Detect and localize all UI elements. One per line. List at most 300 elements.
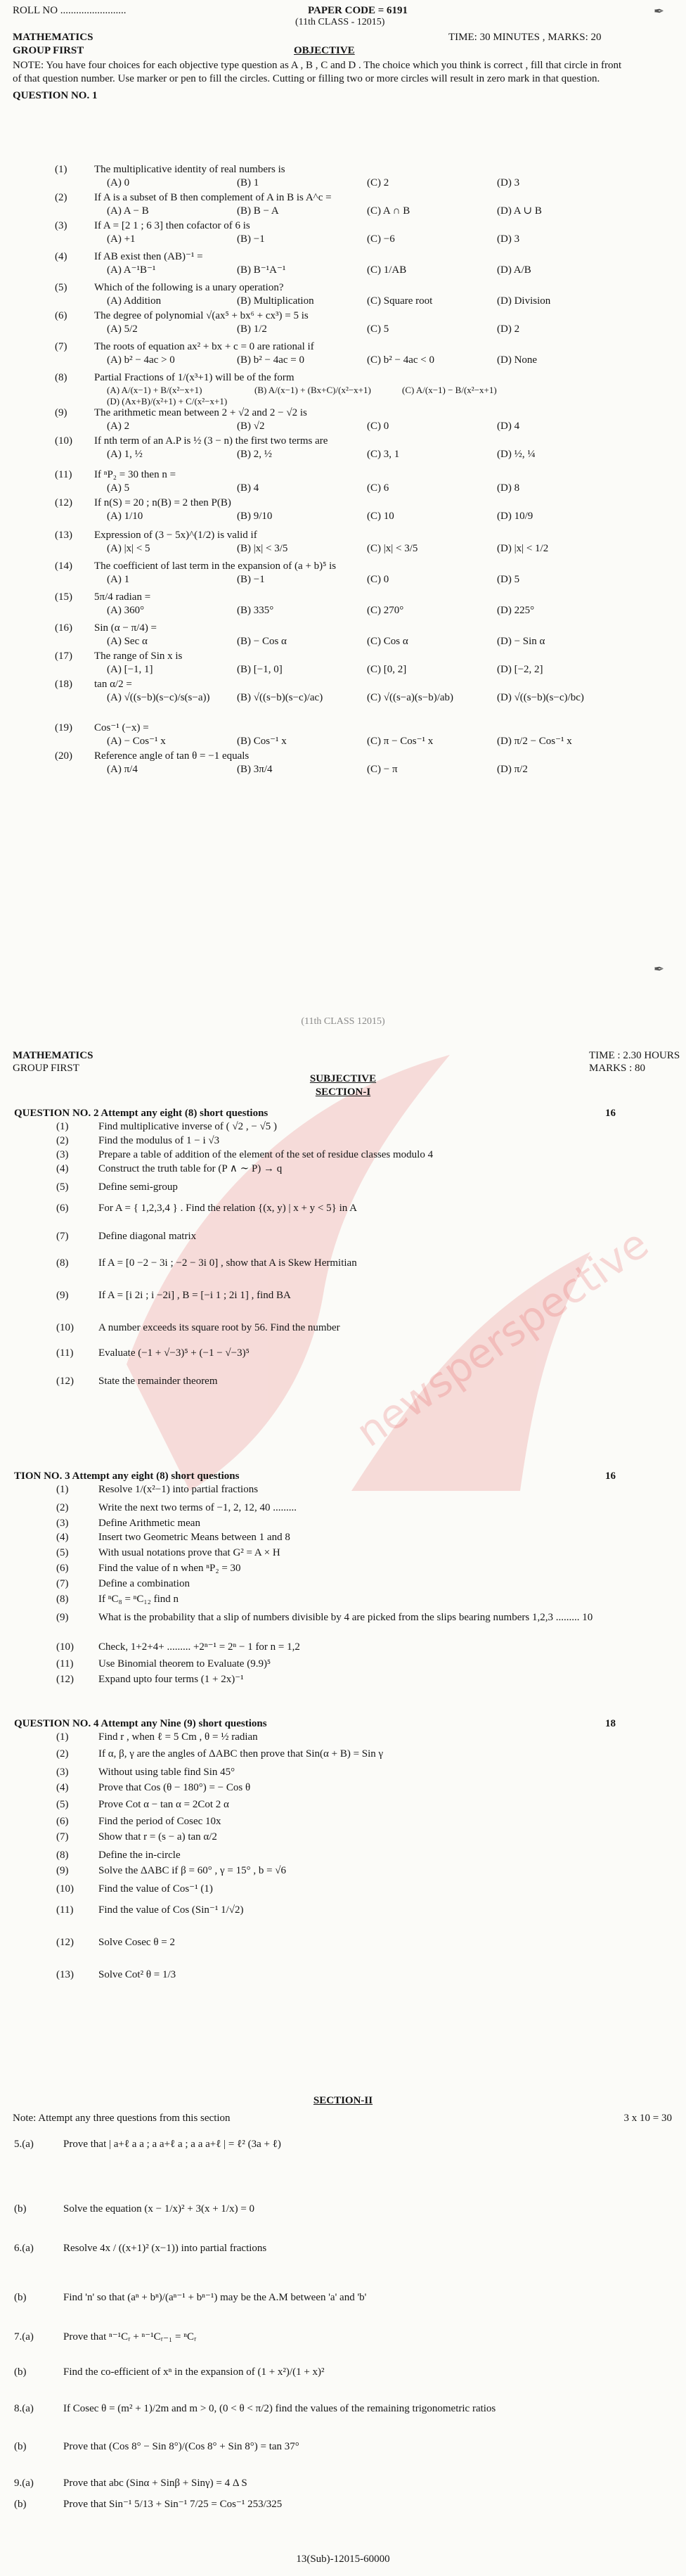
section-2-block — [0, 2094, 686, 2533]
long-question-number: (b) — [14, 2203, 27, 2215]
mcq-item — [0, 529, 686, 560]
objective-note: NOTE: You have four choices for each objective type question as A , B , C and D . The choice which you think is correct , fill that circle in front of that question number. Use marker or pen to fill the circles. Cutting or filling two or more circles will result in zero mark in that question. — [13, 59, 622, 84]
mcq-option: (C) 270° — [367, 604, 404, 616]
short-question-text: Find multiplicative inverse of ( √2 , − √5 ) — [98, 1120, 278, 1132]
mcq-question: 5π/4 radian = — [94, 591, 151, 603]
short-question-number: (8) — [56, 1257, 69, 1269]
long-question — [0, 2242, 686, 2291]
mcq-question: Expression of (3 − 5x)^(1/2) is valid if — [94, 530, 257, 541]
long-question-number: 7.(a) — [14, 2331, 34, 2343]
short-question — [0, 1781, 686, 1798]
mcq-option: (C) b² − 4ac < 0 — [367, 354, 434, 366]
mcq-item — [0, 722, 686, 750]
question-3-heading: TION NO. 3 Attempt any eight (8) short questions — [14, 1470, 240, 1482]
ink-mark: ✒ — [654, 4, 665, 19]
mcq-option: (B) −1 — [237, 573, 265, 585]
long-question-number: (b) — [14, 2291, 27, 2303]
short-question-text: Solve Cot² θ = 1/3 — [98, 1968, 176, 1980]
mcq-option: (B) B⁻¹A⁻¹ — [237, 264, 286, 276]
mcq-option: (D) None — [497, 354, 538, 366]
short-question — [0, 1321, 686, 1347]
short-question-text: Resolve 1/(x²−1) into partial fractions — [98, 1483, 259, 1495]
mcq-question: The arithmetic mean between 2 + √2 and 2 − √2 is — [94, 407, 307, 418]
short-question — [0, 1593, 686, 1611]
long-question-text: Prove that ⁿ⁻¹Cᵣ + ⁿ⁻¹Cᵣ₋₁ = ⁿCᵣ — [63, 2331, 197, 2343]
mcq-number: (10) — [55, 435, 72, 447]
short-question-number: (8) — [56, 1849, 69, 1861]
short-question-text: A number exceeds its square root by 56. Find the number — [98, 1321, 340, 1333]
short-question-text: Solve the ΔABC if β = 60° , γ = 15° , b = √6 — [98, 1864, 287, 1876]
mcq-option: (C) √((s−a)(s−b)/ab) — [367, 691, 454, 703]
mcq-question: Which of the following is a unary operation? — [94, 282, 284, 293]
mcq-option: (B) √((s−b)(s−c)/ac) — [237, 691, 323, 703]
long-question — [0, 2440, 686, 2477]
objective-title: OBJECTIVE — [294, 45, 355, 56]
mcq-number: (17) — [55, 651, 72, 662]
short-question-number: (12) — [56, 1936, 74, 1948]
short-question-number: (4) — [56, 1531, 69, 1543]
mcq-item — [0, 622, 686, 650]
mcq-option: (A) Addition — [107, 295, 162, 307]
mcq-option: (D) [−2, 2] — [497, 663, 543, 675]
mcq-option: (C) Square root — [367, 295, 433, 307]
mcq-option: (D) A/B — [497, 264, 531, 276]
long-question-number: (b) — [14, 2366, 27, 2378]
long-question-number: (b) — [14, 2498, 27, 2510]
short-question-text: Define a combination — [98, 1577, 190, 1589]
short-question — [0, 1849, 686, 1864]
long-question — [0, 2477, 686, 2498]
short-question-number: (10) — [56, 1883, 74, 1895]
short-question — [0, 1731, 686, 1748]
mcq-option: (C) |x| < 3/5 — [367, 542, 418, 554]
mcq-option: (A) 5/2 — [107, 323, 138, 335]
mcq-option: (B) b² − 4ac = 0 — [237, 354, 304, 366]
mcq-option: (A) A⁻¹B⁻¹ — [107, 264, 156, 276]
mcq-number: (3) — [55, 220, 67, 231]
short-question-number: (10) — [56, 1641, 74, 1653]
short-question-text: Solve Cosec θ = 2 — [98, 1936, 175, 1948]
mcq-option: (D) 2 — [497, 323, 520, 335]
short-question — [0, 1748, 686, 1766]
short-question-number: (5) — [56, 1546, 69, 1558]
mcq-item — [0, 468, 686, 496]
mcq-question: Sin (α − π/4) = — [94, 622, 157, 634]
mcq-item — [0, 371, 686, 406]
mcq-option: (A) |x| < 5 — [107, 542, 150, 554]
time-marks: TIME: 30 MINUTES , MARKS: 20 — [448, 32, 602, 44]
short-question-number: (3) — [56, 1517, 69, 1529]
mcq-question: The degree of polynomial √(ax⁵ + bx⁶ + cx³) = 5 is — [94, 310, 309, 321]
question-4-marks: 18 — [605, 1718, 616, 1729]
short-question-text: Check, 1+2+4+ ......... +2ⁿ⁻¹ = 2ⁿ − 1 for n = 1,2 — [98, 1641, 300, 1653]
long-question-text: Find 'n' so that (aⁿ + bⁿ)/(aⁿ⁻¹ + bⁿ⁻¹) may be the A.M between 'a' and 'b' — [63, 2291, 367, 2303]
short-question — [0, 1120, 686, 1134]
short-question — [0, 1831, 686, 1849]
mcq-number: (11) — [55, 469, 72, 480]
mcq-option: (D) π/2 — [497, 763, 528, 775]
short-question — [0, 1968, 686, 2001]
mcq-item — [0, 281, 686, 309]
mcq-option: (D) 4 — [497, 420, 520, 432]
long-question-text: Prove that abc (Sinα + Sinβ + Sinγ) = 4 Δ S — [63, 2477, 247, 2489]
section-1-title: SECTION-I — [315, 1086, 371, 1098]
short-question-number: (12) — [56, 1375, 74, 1387]
mcq-question: If nth term of an A.P is ½ (3 − n) the first two terms are — [94, 435, 328, 447]
long-question-text: Prove that Sin⁻¹ 5/13 + Sin⁻¹ 7/25 = Cos⁻¹ 253/325 — [63, 2498, 283, 2510]
mcq-option: (A) A/(x−1) + B/(x²−x+1) — [107, 384, 202, 395]
short-question — [0, 1577, 686, 1593]
mcq-question: If ⁿP₂ = 30 then n = — [94, 469, 176, 480]
mcq-number: (2) — [55, 192, 67, 203]
short-question-text: Prepare a table of addition of the element of the set of residue classes modulo 4 — [98, 1148, 434, 1160]
mcq-option: (A) 1, ½ — [107, 448, 143, 460]
mcq-option: (D) 3 — [497, 233, 520, 245]
long-question-text: Resolve 4x / ((x+1)² (x−1)) into partial fractions — [63, 2242, 267, 2254]
short-question — [0, 1162, 686, 1181]
mcq-option: (B) −1 — [237, 233, 265, 245]
long-question-text: Find the co-efficient of xⁿ in the expansion of (1 + x²)/(1 + x)² — [63, 2366, 325, 2378]
short-question-number: (5) — [56, 1798, 69, 1810]
short-question-text: What is the probability that a slip of numbers divisible by 4 are picked from the slips bearing numbers 1,2,3 ......... 10 — [98, 1611, 593, 1623]
short-question — [0, 1134, 686, 1148]
roll-number: ROLL NO ......................... — [13, 5, 127, 16]
short-question — [0, 1375, 686, 1396]
short-question — [0, 1148, 686, 1162]
ink-mark: ✒ — [654, 962, 665, 977]
mcq-option: (D) 8 — [497, 482, 520, 494]
mcq-option: (A) 0 — [107, 177, 130, 188]
short-question-number: (9) — [56, 1864, 69, 1876]
short-question — [0, 1230, 686, 1257]
mcq-option: (A) 1 — [107, 573, 130, 585]
mcq-number: (5) — [55, 282, 67, 293]
question-2-marks: 16 — [605, 1108, 616, 1119]
mcq-item — [0, 650, 686, 678]
mcq-option: (A) π/4 — [107, 763, 138, 775]
mcq-question: If n(S) = 20 ; n(B) = 2 then P(B) — [94, 497, 231, 508]
mcq-item — [0, 309, 686, 340]
mcq-item — [0, 191, 686, 219]
long-question — [0, 2366, 686, 2402]
mcq-question: If A = [2 1 ; 6 3] then cofactor of 6 is — [94, 220, 250, 231]
long-question — [0, 2498, 686, 2533]
mcq-item — [0, 496, 686, 529]
mcq-option: (B) B − A — [237, 205, 279, 217]
long-question-number: 6.(a) — [14, 2242, 34, 2254]
mcq-option: (C) 0 — [367, 420, 389, 432]
mcq-option: (C) 6 — [367, 482, 389, 494]
short-question-number: (2) — [56, 1748, 69, 1760]
mcq-option: (C) − π — [367, 763, 398, 775]
short-question-text: Prove that Cos (θ − 180°) = − Cos θ — [98, 1781, 251, 1793]
mcq-question: The multiplicative identity of real numbers is — [94, 164, 285, 175]
short-question-number: (6) — [56, 1562, 69, 1574]
short-question-text: Define the in-circle — [98, 1849, 181, 1861]
short-question-text: Expand upto four terms (1 + 2x)⁻¹ — [98, 1673, 244, 1685]
paper-footer: 13(Sub)-12015-60000 — [296, 2553, 390, 2565]
mcq-option: (A) [−1, 1] — [107, 663, 153, 675]
short-question-number: (1) — [56, 1483, 69, 1495]
short-question-number: (11) — [56, 1904, 74, 1916]
mcq-option: (B) |x| < 3/5 — [237, 542, 288, 554]
short-question-text: State the remainder theorem — [98, 1375, 218, 1387]
short-question-text: Define Arithmetic mean — [98, 1517, 200, 1529]
mcq-item — [0, 406, 686, 435]
short-question-number: (4) — [56, 1781, 69, 1793]
short-question — [0, 1904, 686, 1936]
mcq-option: (B) 4 — [237, 482, 259, 494]
short-question-text: If α, β, γ are the angles of ΔABC then prove that Sin(α + B) = Sin γ — [98, 1748, 384, 1760]
long-question-number: 9.(a) — [14, 2477, 34, 2489]
short-question-number: (2) — [56, 1134, 69, 1146]
subjective-time: TIME : 2.30 HOURS — [589, 1049, 680, 1061]
mcq-option: (B) 9/10 — [237, 510, 273, 522]
mcq-option: (A) 1/10 — [107, 510, 143, 522]
short-question — [0, 1766, 686, 1781]
mcq-option: (B) 1/2 — [237, 323, 267, 335]
short-question-number: (9) — [56, 1611, 69, 1623]
objective-header — [0, 4, 686, 103]
mcq-item — [0, 340, 686, 371]
subjective-class-year: (11th CLASS 12015) — [301, 1016, 385, 1027]
short-question — [0, 1531, 686, 1546]
short-question-text: Without using table find Sin 45° — [98, 1766, 235, 1778]
mcq-option: (C) 5 — [367, 323, 389, 335]
mcq-item — [0, 678, 686, 722]
question-4-heading: QUESTION NO. 4 Attempt any Nine (9) short questions — [14, 1718, 267, 1729]
mcq-option: (B) 2, ½ — [237, 448, 272, 460]
question-2-block — [0, 1107, 686, 1396]
mcq-option: (B) − Cos α — [237, 635, 287, 647]
mcq-option: (A) Sec α — [107, 635, 148, 647]
short-question-number: (1) — [56, 1731, 69, 1743]
subjective-subject: MATHEMATICS — [13, 1049, 93, 1061]
mcq-question: The roots of equation ax² + bx + c = 0 are rational if — [94, 341, 314, 352]
mcq-item — [0, 560, 686, 591]
mcq-item — [0, 435, 686, 468]
short-question — [0, 1202, 686, 1230]
short-question-number: (5) — [56, 1181, 69, 1193]
mcq-item — [0, 750, 686, 778]
short-question-number: (8) — [56, 1593, 69, 1605]
long-question-number: 5.(a) — [14, 2138, 34, 2150]
mcq-question: The coefficient of last term in the expansion of (a + b)⁵ is — [94, 560, 337, 572]
long-question-number: (b) — [14, 2440, 27, 2452]
short-question-number: (9) — [56, 1289, 69, 1301]
mcq-question: Cos⁻¹ (−x) = — [94, 722, 149, 733]
short-question-text: Find r , when ℓ = 5 Cm , θ = ½ radian — [98, 1731, 258, 1743]
subject: MATHEMATICS — [13, 32, 93, 44]
short-question — [0, 1611, 686, 1641]
short-question-text: Define diagonal matrix — [98, 1230, 197, 1242]
mcq-number: (19) — [55, 722, 72, 733]
short-question-number: (6) — [56, 1815, 69, 1827]
mcq-option: (A) − Cos⁻¹ x — [107, 735, 166, 747]
mcq-option: (B) √2 — [237, 420, 265, 432]
short-question-text: Write the next two terms of −1, 2, 12, 40 ......... — [98, 1501, 297, 1513]
mcq-option: (A) A − B — [107, 205, 149, 217]
short-question — [0, 1517, 686, 1531]
paper-code: PAPER CODE = 6191 — [308, 5, 408, 16]
mcq-item — [0, 219, 686, 250]
mcq-number: (14) — [55, 560, 72, 572]
mcq-option: (C) 2 — [367, 177, 389, 188]
mcq-number: (1) — [55, 164, 67, 175]
short-question-text: Find the modulus of 1 − i √3 — [98, 1134, 220, 1146]
subjective-group: GROUP FIRST — [13, 1063, 79, 1075]
long-question-number: 8.(a) — [14, 2402, 34, 2414]
mcq-option: (C) π − Cos⁻¹ x — [367, 735, 434, 747]
mcq-option: (C) 1/AB — [367, 264, 407, 276]
mcq-option: (C) 10 — [367, 510, 394, 522]
short-question-text: Construct the truth table for (P ∧ ∼ P) → q — [98, 1162, 283, 1174]
short-question — [0, 1673, 686, 1690]
mcq-option: (D) 10/9 — [497, 510, 533, 522]
short-question-number: (11) — [56, 1658, 74, 1670]
short-question — [0, 1658, 686, 1673]
mcq-list — [0, 163, 686, 778]
long-question-text: Prove that | a+ℓ a a ; a a+ℓ a ; a a a+ℓ | = ℓ² (3a + ℓ) — [63, 2138, 281, 2150]
mcq-question: The range of Sin x is — [94, 651, 183, 662]
question-3-marks: 16 — [605, 1470, 616, 1482]
long-question — [0, 2138, 686, 2203]
class-year: (11th CLASS - 12015) — [295, 16, 385, 27]
short-question-number: (7) — [56, 1230, 69, 1242]
short-question-text: With usual notations prove that G² = A × H — [98, 1546, 280, 1558]
mcq-option: (D) A ∪ B — [497, 205, 542, 217]
mcq-option: (B) Cos⁻¹ x — [237, 735, 287, 747]
mcq-question: Reference angle of tan θ = −1 equals — [94, 750, 250, 762]
section-2-note: Note: Attempt any three questions from this section — [13, 2112, 231, 2124]
short-question-text: Find the value of n when ⁿP₂ = 30 — [98, 1562, 241, 1574]
mcq-option: (B) [−1, 0] — [237, 663, 283, 675]
short-question-text: Find the value of Cos⁻¹ (1) — [98, 1883, 213, 1895]
mcq-question: If AB exist then (AB)⁻¹ = — [94, 251, 203, 262]
long-question — [0, 2402, 686, 2440]
mcq-option: (A) b² − 4ac > 0 — [107, 354, 175, 366]
watermark-text: newsperspective — [347, 1219, 657, 1456]
mcq-number: (9) — [55, 407, 67, 418]
short-question — [0, 1936, 686, 1968]
short-question-number: (12) — [56, 1673, 74, 1685]
short-question-text: For A = { 1,2,3,4 } . Find the relation {(x, y) | x + y < 5} in A — [98, 1202, 358, 1214]
mcq-option: (C) A/(x−1) − B/(x²−x+1) — [402, 384, 497, 395]
short-question — [0, 1883, 686, 1904]
short-question-number: (4) — [56, 1162, 69, 1174]
question-4-block — [0, 1717, 686, 2001]
subjective-header — [0, 1015, 686, 1099]
mcq-question: Partial Fractions of 1/(x³+1) will be of the form — [94, 372, 295, 383]
short-question-number: (7) — [56, 1831, 69, 1843]
mcq-number: (8) — [55, 372, 67, 383]
short-question — [0, 1562, 686, 1577]
mcq-option: (A) 5 — [107, 482, 130, 494]
section-2-marks: 3 x 10 = 30 — [623, 2112, 672, 2124]
mcq-number: (6) — [55, 310, 67, 321]
long-question-text: If Cosec θ = (m² + 1)/2m and m > 0, (0 < θ < π/2) find the values of the remaining trigonometric ratios — [63, 2402, 496, 2414]
mcq-option: (D) 5 — [497, 573, 520, 585]
long-question — [0, 2203, 686, 2242]
short-question — [0, 1483, 686, 1501]
short-question-text: If A = [0 −2 − 3i ; −2 − 3i 0] , show that A is Skew Hermitian — [98, 1257, 357, 1269]
short-question — [0, 1864, 686, 1883]
mcq-question: If A is a subset of B then complement of A in B is A^c = — [94, 192, 332, 203]
mcq-option: (B) 1 — [237, 177, 259, 188]
short-question-number: (10) — [56, 1321, 74, 1333]
short-question-text: Evaluate (−1 + √−3)⁵ + (−1 − √−3)⁵ — [98, 1347, 250, 1359]
short-question — [0, 1798, 686, 1815]
group: GROUP FIRST — [13, 45, 84, 56]
mcq-question: tan α/2 = — [94, 679, 132, 690]
long-question-text: Prove that (Cos 8° − Sin 8°)/(Cos 8° + Sin 8°) = tan 37° — [63, 2440, 299, 2452]
short-question-text: Insert two Geometric Means between 1 and 8 — [98, 1531, 290, 1543]
short-question — [0, 1181, 686, 1202]
mcq-option: (D) − Sin α — [497, 635, 545, 647]
mcq-number: (15) — [55, 591, 72, 603]
mcq-option: (B) 335° — [237, 604, 274, 616]
section-2-title: SECTION-II — [313, 2095, 373, 2106]
question-3-block — [0, 1470, 686, 1690]
mcq-option: (B) Multiplication — [237, 295, 314, 307]
mcq-option: (D) |x| < 1/2 — [497, 542, 549, 554]
short-question-number: (3) — [56, 1766, 69, 1778]
mcq-option: (D) 3 — [497, 177, 520, 188]
mcq-option: (A) +1 — [107, 233, 136, 245]
mcq-option: (C) 3, 1 — [367, 448, 400, 460]
short-question-number: (1) — [56, 1120, 69, 1132]
short-question-text: Prove Cot α − tan α = 2Cot 2 α — [98, 1798, 229, 1810]
mcq-number: (18) — [55, 679, 72, 690]
mcq-option: (C) −6 — [367, 233, 395, 245]
mcq-option: (D) Division — [497, 295, 551, 307]
mcq-option: (A) √((s−b)(s−c)/s(s−a)) — [107, 691, 210, 703]
subjective-title: SUBJECTIVE — [309, 1073, 377, 1084]
mcq-option: (D) √((s−b)(s−c)/bc) — [497, 691, 584, 703]
subjective-marks: MARKS : 80 — [589, 1063, 646, 1075]
short-question-text: Show that r = (s − a) tan α/2 — [98, 1831, 217, 1843]
mcq-option: (C) [0, 2] — [367, 663, 407, 675]
mcq-option: (C) Cos α — [367, 635, 408, 647]
short-question-text: Find the value of Cos (Sin⁻¹ 1/√2) — [98, 1904, 244, 1916]
mcq-option: (D) π/2 − Cos⁻¹ x — [497, 735, 572, 747]
long-question — [0, 2291, 686, 2331]
short-question-text: Find the period of Cosec 10x — [98, 1815, 221, 1827]
mcq-option: (D) ½, ¼ — [497, 448, 536, 460]
question-2-heading: QUESTION NO. 2 Attempt any eight (8) short questions — [14, 1108, 268, 1119]
short-question — [0, 1501, 686, 1517]
short-question-number: (3) — [56, 1148, 69, 1160]
short-question-number: (13) — [56, 1968, 74, 1980]
short-question — [0, 1546, 686, 1562]
mcq-option: (A) 2 — [107, 420, 130, 432]
long-question — [0, 2331, 686, 2366]
short-question — [0, 1641, 686, 1658]
short-question-number: (2) — [56, 1501, 69, 1513]
mcq-item — [0, 250, 686, 281]
question-1-heading: QUESTION NO. 1 — [13, 90, 98, 102]
short-question-text: Define semi-group — [98, 1181, 178, 1193]
mcq-option: (B) 3π/4 — [237, 763, 273, 775]
mcq-number: (12) — [55, 497, 72, 508]
mcq-number: (20) — [55, 750, 72, 762]
mcq-option: (D) (Ax+B)/(x²+1) + C/(x²−x+1) — [107, 396, 228, 406]
mcq-option: (B) A/(x−1) + (Bx+C)/(x²−x+1) — [254, 384, 371, 395]
long-question-text: Solve the equation (x − 1/x)² + 3(x + 1/x) = 0 — [63, 2203, 255, 2215]
short-question-text: Use Binomial theorem to Evaluate (9.9)⁵ — [98, 1658, 271, 1670]
short-question-number: (7) — [56, 1577, 69, 1589]
mcq-item — [0, 591, 686, 622]
